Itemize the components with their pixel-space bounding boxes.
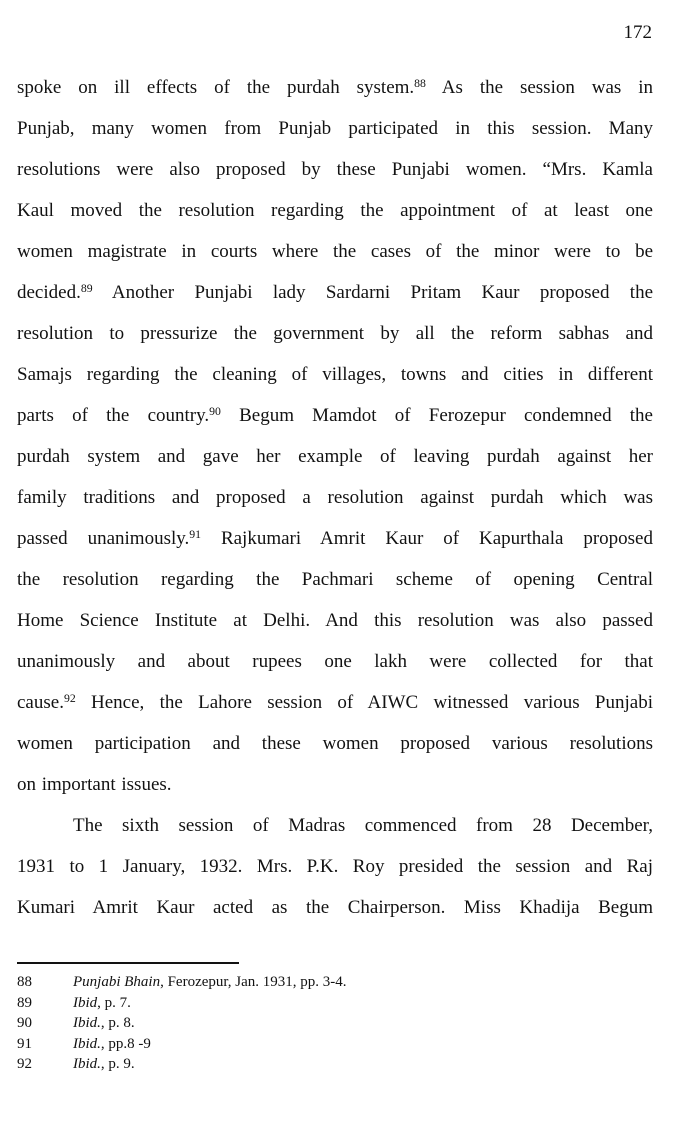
text-segment: spoke on ill effects of the purdah system.: [17, 77, 415, 98]
text-line: [17, 641, 653, 682]
text-segment: purdah system and gave her example of leaving purdah against her: [17, 446, 653, 467]
text-line: [17, 477, 653, 518]
text-line: [17, 395, 653, 436]
footnotes: [17, 972, 662, 1075]
text-segment: Punjab, many women from Punjab participated in this session. Many: [17, 118, 653, 139]
text-segment: The sixth session of Madras commenced from 28 December,: [73, 815, 653, 836]
footnote-ref: 90: [209, 405, 221, 419]
footnote-item: [17, 1054, 662, 1075]
text-line: [17, 313, 653, 354]
text-segment: Hence, the Lahore session of AIWC witnessed various Punjabi: [75, 692, 653, 713]
text-line: [17, 231, 653, 272]
text-line: [17, 764, 653, 805]
text-line: [17, 805, 653, 846]
footnote-ref: 89: [80, 282, 93, 296]
text-segment: Kaul moved the resolution regarding the appointment of at least one: [17, 200, 653, 221]
text-line: [17, 436, 653, 477]
footnote-number: 89: [17, 994, 32, 1011]
footnote-number: 92: [17, 1056, 32, 1072]
text-segment: , Ferozepur, Jan. 1931, pp. 3-4.: [160, 974, 347, 990]
text-segment: Home Science Institute at Delhi. And this resolution was also passed: [17, 610, 653, 631]
text-segment: , pp.8 -9: [100, 1035, 151, 1052]
footnote-ref: 88: [414, 77, 426, 91]
footnote-item: [17, 1034, 662, 1055]
text-segment: Another Punjabi lady Sardarni Pritam Kaur proposed the: [92, 282, 653, 303]
text-segment: 1931 to 1 January, 1932. Mrs. P.K. Roy presided the session and Raj: [17, 856, 653, 877]
text-segment: As the session was in: [425, 77, 654, 98]
text-segment: Samajs regarding the cleaning of villages, towns and cities in different: [17, 364, 653, 385]
text-segment: the resolution regarding the Pachmari scheme of opening Central: [17, 569, 653, 590]
text-segment: Ibid.: [73, 1035, 101, 1052]
text-segment: on important issues.: [17, 774, 172, 795]
text-segment: Ibid.: [73, 1056, 101, 1072]
text-segment: Punjabi Bhain: [73, 974, 161, 990]
text-line: [17, 887, 653, 928]
page-number: 172: [623, 22, 652, 43]
footnote-separator: [17, 962, 239, 964]
text-segment: unanimously and about rupees one lakh were collected for that: [17, 651, 653, 672]
text-segment: , p. 8.: [100, 1015, 135, 1031]
text-segment: , p. 9.: [100, 1056, 135, 1072]
text-segment: resolution to pressurize the government by all the reform sabhas and: [17, 323, 653, 344]
footnote-ref: 92: [63, 692, 76, 706]
footnote-number: 91: [17, 1035, 32, 1052]
text-segment: Ibid: [73, 994, 98, 1011]
text-segment: women magistrate in courts where the cases of the minor were to be: [17, 241, 653, 262]
text-line: [17, 354, 653, 395]
text-line: [17, 846, 653, 887]
text-segment: family traditions and proposed a resolution against purdah which was: [17, 487, 653, 508]
text-segment: women participation and these women proposed various resolutions: [17, 733, 653, 754]
footnote-number: 88: [17, 974, 32, 990]
footnote-item: [17, 993, 662, 1014]
text-segment: decided.: [17, 282, 81, 303]
text-segment: Begum Mamdot of Ferozepur condemned the: [220, 405, 653, 426]
text-segment: Kumari Amrit Kaur acted as the Chairperson. Miss Khadija Begum: [17, 897, 653, 918]
text-line: [17, 67, 653, 108]
text-segment: Ibid.: [73, 1015, 101, 1031]
text-line: [17, 600, 653, 641]
footnote-number: 90: [17, 1015, 32, 1031]
text-segment: , p. 7.: [97, 994, 131, 1011]
text-line: [17, 518, 653, 559]
text-line: [17, 149, 653, 190]
text-line: [17, 559, 653, 600]
text-line: [17, 272, 653, 313]
text-segment: Rajkumari Amrit Kaur of Kapurthala proposed: [201, 528, 653, 549]
body-text: [17, 67, 653, 928]
footnote-item: [17, 972, 662, 993]
text-segment: resolutions were also proposed by these Punjabi women. “Mrs. Kamla: [17, 159, 653, 180]
footnote-ref: 91: [189, 528, 202, 542]
text-line: [17, 108, 653, 149]
footnote-item: [17, 1013, 662, 1034]
text-line: [17, 682, 653, 723]
text-segment: parts of the country.: [17, 405, 210, 426]
text-line: [17, 190, 653, 231]
text-segment: passed unanimously.: [17, 528, 190, 549]
text-segment: cause.: [17, 692, 64, 713]
text-line: [17, 723, 653, 764]
